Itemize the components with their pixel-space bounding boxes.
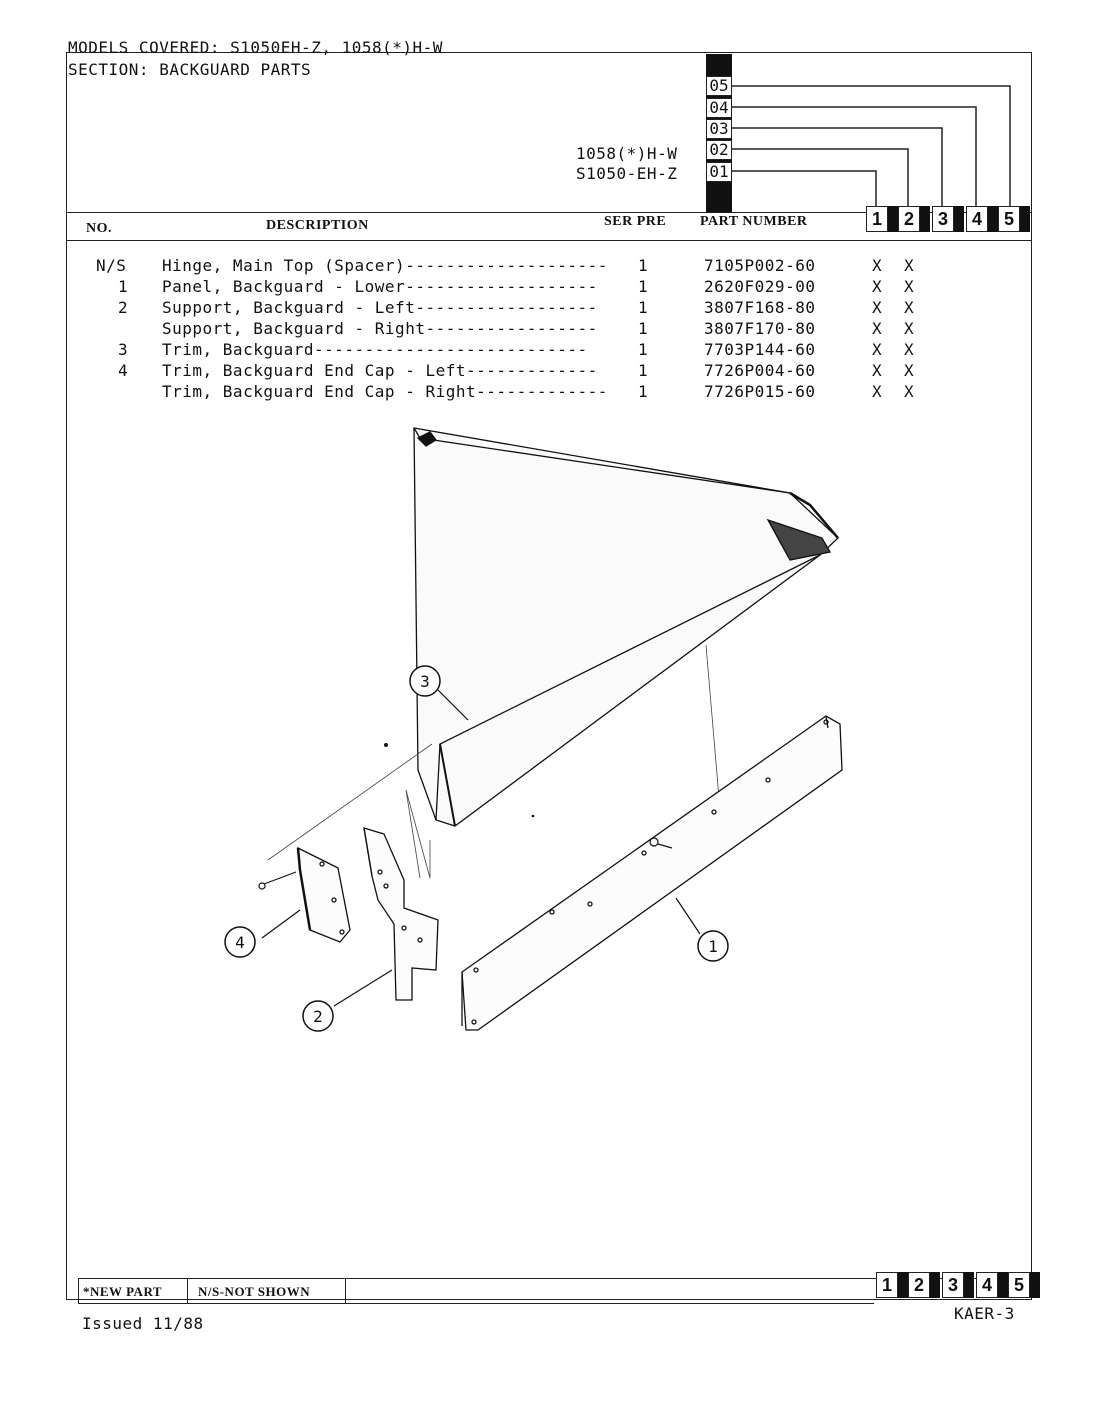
code-02: 02 bbox=[706, 140, 732, 160]
row-col1: X bbox=[872, 319, 883, 338]
row-description: Trim, Backguard End Cap - Right------------- bbox=[162, 382, 608, 401]
row-description: Support, Backguard - Right----------------- bbox=[162, 319, 598, 338]
row-part-number: 7726P004-60 bbox=[704, 361, 816, 380]
row-description: Hinge, Main Top (Spacer)-------------------- bbox=[162, 256, 608, 275]
row-description: Trim, Backguard--------------------------- bbox=[162, 340, 588, 359]
col-footer-2: 2 bbox=[908, 1272, 930, 1298]
col-footer-5: 5 bbox=[1008, 1272, 1030, 1298]
row-col2: X bbox=[904, 298, 915, 317]
row-col2: X bbox=[904, 361, 915, 380]
model-label-1058: 1058(*)H-W bbox=[576, 144, 678, 163]
col-header-4: 4 bbox=[966, 206, 988, 232]
col-footer-sep bbox=[998, 1272, 1008, 1298]
row-no: 4 bbox=[118, 361, 129, 380]
col-header-3: 3 bbox=[932, 206, 954, 232]
callout-label-3: 3 bbox=[420, 672, 430, 691]
row-part-number: 2620F029-00 bbox=[704, 277, 816, 296]
row-description: Panel, Backguard - Lower------------------- bbox=[162, 277, 598, 296]
row-col1: X bbox=[872, 298, 883, 317]
row-part-number: 3807F168-80 bbox=[704, 298, 816, 317]
row-description: Support, Backguard - Left------------------ bbox=[162, 298, 598, 317]
issued-date: Issued 11/88 bbox=[82, 1314, 204, 1333]
section-title: SECTION: BACKGUARD PARTS bbox=[68, 60, 312, 79]
callout-label-1: 1 bbox=[708, 937, 718, 956]
code-03: 03 bbox=[706, 119, 732, 139]
row-qty: 1 bbox=[638, 361, 649, 380]
table-header-ser-pre: SER PRE bbox=[604, 214, 667, 229]
backguard-support bbox=[364, 828, 438, 1000]
col-footer-1: 1 bbox=[876, 1272, 898, 1298]
col-footer-3: 3 bbox=[942, 1272, 964, 1298]
row-col1: X bbox=[872, 361, 883, 380]
row-part-number: 7105P002-60 bbox=[704, 256, 816, 275]
row-col2: X bbox=[904, 340, 915, 359]
code-04: 04 bbox=[706, 98, 732, 118]
code-01: 01 bbox=[706, 162, 732, 182]
row-col1: X bbox=[872, 277, 883, 296]
col-footer-sep bbox=[930, 1272, 940, 1298]
row-part-number: 7726P015-60 bbox=[704, 382, 816, 401]
row-qty: 1 bbox=[638, 256, 649, 275]
row-qty: 1 bbox=[638, 298, 649, 317]
row-description: Trim, Backguard End Cap - Left------------- bbox=[162, 361, 598, 380]
col-footer-sep bbox=[964, 1272, 974, 1298]
page-code: KAER-3 bbox=[954, 1304, 1015, 1323]
row-no: N/S bbox=[96, 256, 127, 275]
row-part-number: 7703P144-60 bbox=[704, 340, 816, 359]
row-col2: X bbox=[904, 256, 915, 275]
row-qty: 1 bbox=[638, 382, 649, 401]
callout-label-2: 2 bbox=[313, 1007, 323, 1026]
table-header-description: DESCRIPTION bbox=[266, 218, 369, 233]
col-footer-sep bbox=[1030, 1272, 1040, 1298]
model-label-s1050: S1050-EH-Z bbox=[576, 164, 678, 183]
callout-label-4: 4 bbox=[235, 933, 245, 952]
row-no: 2 bbox=[118, 298, 129, 317]
row-col1: X bbox=[872, 340, 883, 359]
col-header-5: 5 bbox=[998, 206, 1020, 232]
table-header-no: NO. bbox=[86, 221, 112, 236]
row-part-number: 3807F170-80 bbox=[704, 319, 816, 338]
backguard-end-cap bbox=[298, 848, 350, 942]
footer-new-part: *NEW PART bbox=[83, 1284, 163, 1299]
row-qty: 1 bbox=[638, 277, 649, 296]
footer-not-shown-cell bbox=[188, 1279, 346, 1303]
footer-bottom-rule bbox=[78, 1303, 874, 1304]
row-col1: X bbox=[872, 382, 883, 401]
row-qty: 1 bbox=[638, 319, 649, 338]
col-header-2: 2 bbox=[898, 206, 920, 232]
col-footer-sep bbox=[898, 1272, 908, 1298]
col-header-1: 1 bbox=[866, 206, 888, 232]
row-qty: 1 bbox=[638, 340, 649, 359]
footer-new-part-cell bbox=[78, 1279, 188, 1303]
models-covered: MODELS COVERED: S1050EH-Z, 1058(*)H-W bbox=[68, 38, 443, 57]
code-05: 05 bbox=[706, 76, 732, 96]
row-col2: X bbox=[904, 319, 915, 338]
footer-not-shown: N/S-NOT SHOWN bbox=[198, 1284, 311, 1299]
end-cap-screw bbox=[259, 872, 296, 889]
row-no: 1 bbox=[118, 277, 129, 296]
row-col2: X bbox=[904, 382, 915, 401]
row-no: 3 bbox=[118, 340, 129, 359]
table-header-part-number: PART NUMBER bbox=[700, 214, 808, 229]
col-footer-4: 4 bbox=[976, 1272, 998, 1298]
row-col2: X bbox=[904, 277, 915, 296]
row-col1: X bbox=[872, 256, 883, 275]
